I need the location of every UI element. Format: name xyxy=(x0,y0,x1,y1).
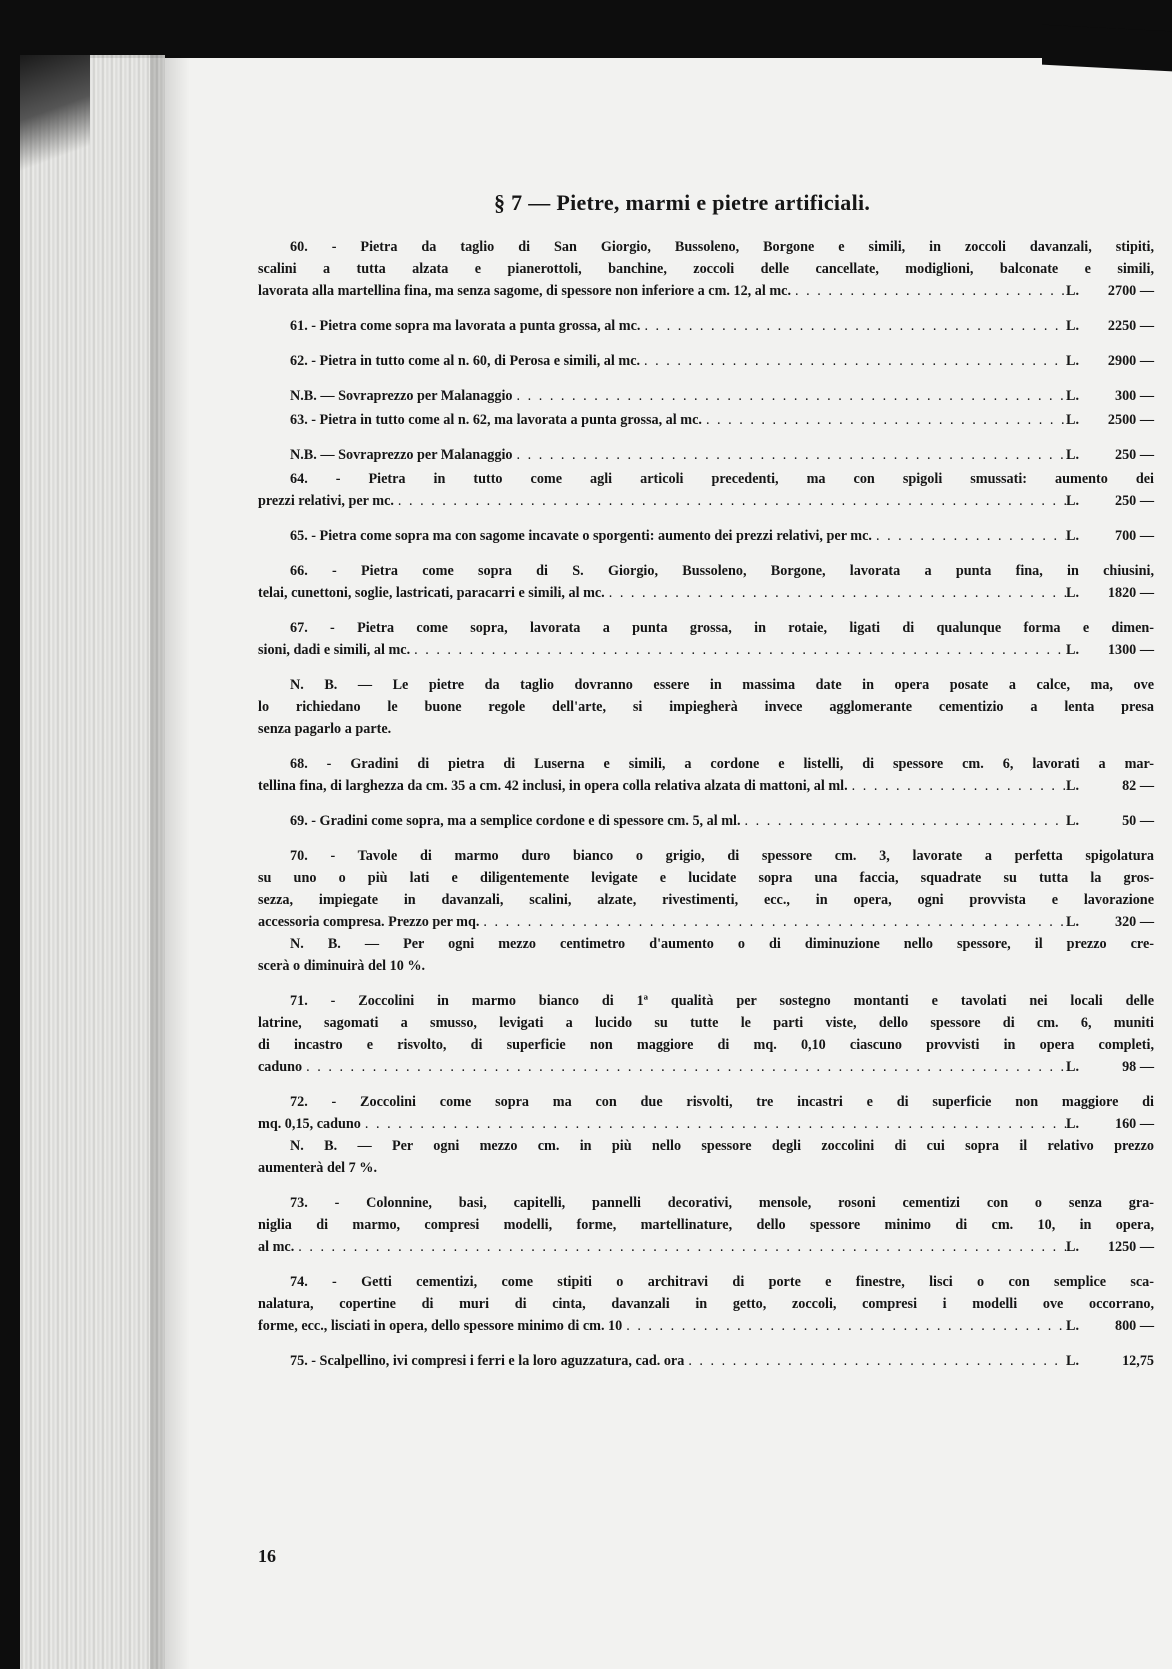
price-list xyxy=(258,236,1154,1385)
currency-label: L. xyxy=(1066,1318,1080,1334)
entry-price xyxy=(1066,639,1154,661)
dot-leader xyxy=(741,810,1066,832)
dot-leader xyxy=(791,280,1066,302)
price-amount: 800 — xyxy=(1114,1318,1154,1334)
section-heading xyxy=(494,190,870,216)
entry-price xyxy=(1066,810,1154,832)
entry-price-line xyxy=(258,1350,1154,1372)
entry-price-line xyxy=(258,1315,1154,1337)
currency-label: L. xyxy=(1066,585,1080,601)
entry-price-line xyxy=(258,490,1154,512)
dot-leader xyxy=(513,444,1066,466)
price-amount: 250 — xyxy=(1114,493,1154,509)
entry-price xyxy=(1066,280,1154,302)
dot-leader xyxy=(702,409,1066,431)
dot-leader xyxy=(640,315,1066,337)
dot-leader xyxy=(622,1315,1066,1337)
entry-price xyxy=(1066,775,1154,797)
entry-text-line: 74. - Getti cementizi, come stipiti o architravi di porte e finestre, lisci o con semplice sca- xyxy=(290,1274,1154,1290)
entry-description: forme, ecc., lisciati in opera, dello spessore minimo di cm. 10 xyxy=(258,1318,623,1334)
price-amount: 320 — xyxy=(1114,914,1154,930)
price-amount: 250 — xyxy=(1114,447,1154,463)
entry-description: prezzi relativi, per mc. xyxy=(258,493,394,509)
entry-price-line xyxy=(258,409,1154,431)
price-entry xyxy=(258,236,1154,302)
entry-text-line: 71. - Zoccolini in marmo bianco di 1ª qualità per sostegno montanti e tavolati nei locali delle xyxy=(290,993,1154,1009)
entry-price xyxy=(1066,582,1154,604)
entry-price xyxy=(1066,1236,1154,1258)
price-amount: 50 — xyxy=(1122,813,1154,829)
entry-price-line xyxy=(258,639,1154,661)
note-text-line: N. B. — Le pietre da taglio dovranno essere in massima date in opera posate a calce, ma, ove xyxy=(290,677,1154,693)
price-entry xyxy=(258,525,1154,547)
entry-price-line xyxy=(258,775,1154,797)
entry-description: 62. - Pietra in tutto come al n. 60, di Perosa e simili, al mc. xyxy=(290,353,641,369)
entry-price xyxy=(1066,385,1154,407)
dot-leader xyxy=(605,582,1066,604)
currency-label: L. xyxy=(1066,642,1080,658)
dot-leader xyxy=(872,525,1066,547)
dot-leader xyxy=(640,350,1066,372)
price-entry xyxy=(258,350,1154,372)
currency-label: L. xyxy=(1066,447,1080,463)
price-amount: 160 — xyxy=(1114,1116,1154,1132)
note-text-line: N. B. — Per ogni mezzo cm. in più nello spessore degli zoccolini di cui sopra il relativo prezzo xyxy=(290,1138,1154,1154)
note-text-line: lo richiedano le buone regole dell'arte, si impiegherà invece agglomerante cementizio a lenta presa xyxy=(258,699,1154,715)
section-number: § 7 xyxy=(494,190,523,215)
price-amount: 2700 — xyxy=(1107,283,1154,299)
price-amount: 2500 — xyxy=(1107,412,1154,428)
currency-label: L. xyxy=(1066,493,1080,509)
price-entry xyxy=(258,810,1154,832)
currency-label: L. xyxy=(1066,412,1080,428)
currency-label: L. xyxy=(1066,318,1080,334)
entry-text-line: 67. - Pietra come sopra, lavorata a punta grossa, in rotaie, ligati di qualunque forma e dimen- xyxy=(290,620,1154,636)
dot-leader xyxy=(848,775,1066,797)
price-entry xyxy=(258,560,1154,604)
price-entry xyxy=(258,617,1154,661)
entry-description: 69. - Gradini come sopra, ma a semplice cordone e di spessore cm. 5, al ml. xyxy=(290,813,741,829)
price-entry xyxy=(258,409,1154,431)
dot-leader xyxy=(302,1056,1066,1078)
price-amount: 98 — xyxy=(1122,1059,1154,1075)
currency-label: L. xyxy=(1066,1059,1080,1075)
price-entry xyxy=(258,1091,1154,1179)
entry-price-line xyxy=(258,444,1154,466)
entry-price xyxy=(1066,1113,1154,1135)
dot-leader xyxy=(410,639,1066,661)
entry-text-line: 72. - Zoccolini come sopra ma con due risvolti, tre incastri e di superficie non maggiore di xyxy=(290,1094,1154,1110)
entry-text-line: 73. - Colonnine, basi, capitelli, pannelli decorativi, mensole, rosoni cementizi con o senza gra- xyxy=(290,1195,1154,1211)
book-page-edges xyxy=(20,55,165,1669)
dot-leader xyxy=(513,385,1066,407)
entry-description: mq. 0,15, caduno xyxy=(258,1116,361,1132)
entry-price xyxy=(1066,1315,1154,1337)
entry-price xyxy=(1066,444,1154,466)
document-page xyxy=(258,0,1158,1669)
entry-text-line: su uno o più lati e diligentemente levigate e lucidate sopra una faccia, squadrate su tutta la gros- xyxy=(258,870,1154,886)
price-entry xyxy=(258,444,1154,466)
currency-label: L. xyxy=(1066,353,1080,369)
price-entry xyxy=(258,468,1154,512)
entry-description: tellina fina, di larghezza da cm. 35 a cm. 42 inclusi, in opera colla relativa alzata di mattoni, al ml. xyxy=(258,778,848,794)
note-text-line: scerà o diminuirà del 10 %. xyxy=(258,958,426,974)
entry-price xyxy=(1066,1350,1154,1372)
price-amount: 700 — xyxy=(1114,528,1154,544)
price-entry xyxy=(258,845,1154,977)
price-entry xyxy=(258,674,1154,740)
currency-label: L. xyxy=(1066,1353,1080,1369)
entry-price-line xyxy=(258,350,1154,372)
currency-label: L. xyxy=(1066,388,1080,404)
section-dash: — xyxy=(528,190,551,215)
entry-description: al mc. xyxy=(258,1239,295,1255)
entry-text-line: scalini a tutta alzata e pianerottoli, banchine, zoccoli delle cancellate, modiglioni, balconate e simili, xyxy=(258,261,1154,277)
entry-text-line: 64. - Pietra in tutto come agli articoli precedenti, ma con spigoli smussati: aumento dei xyxy=(290,471,1154,487)
entry-price-line xyxy=(258,1113,1154,1135)
entry-price xyxy=(1066,409,1154,431)
dot-leader xyxy=(479,911,1066,933)
entry-description: 65. - Pietra come sopra ma con sagome incavate o sporgenti: aumento dei prezzi relativi, per mc. xyxy=(290,528,872,544)
currency-label: L. xyxy=(1066,914,1080,930)
entry-price-line xyxy=(258,1056,1154,1078)
price-entry xyxy=(258,1271,1154,1337)
entry-description: telai, cunettoni, soglie, lastricati, paracarri e simili, al mc. xyxy=(258,585,605,601)
currency-label: L. xyxy=(1066,1116,1080,1132)
section-title: Pietre, marmi e pietre artificiali. xyxy=(556,190,871,215)
entry-text-line: 60. - Pietra da taglio di San Giorgio, Bussoleno, Borgone e simili, in zoccoli davanzali, stipiti, xyxy=(290,239,1154,255)
entry-price-line xyxy=(258,315,1154,337)
entry-text-line: nalatura, copertine di muri di cinta, davanzali in getto, zoccoli, compresi i modelli ove occorrano, xyxy=(258,1296,1154,1312)
currency-label: L. xyxy=(1066,1239,1080,1255)
entry-description: accessoria compresa. Prezzo per mq. xyxy=(258,914,480,930)
price-entry xyxy=(258,385,1154,407)
entry-description: 75. - Scalpellino, ivi compresi i ferri e la loro aguzzatura, cad. ora xyxy=(290,1353,685,1369)
scan-shadow-corner xyxy=(20,55,90,175)
price-amount: 82 — xyxy=(1122,778,1154,794)
price-amount: 2900 — xyxy=(1107,353,1154,369)
entry-price-line xyxy=(258,525,1154,547)
price-amount: 300 — xyxy=(1114,388,1154,404)
entry-text-line: 68. - Gradini di pietra di Luserna e simili, a cordone e listelli, di spessore cm. 6, lavorati a mar- xyxy=(290,756,1154,772)
entry-description: sioni, dadi e simili, al mc. xyxy=(258,642,411,658)
price-entry xyxy=(258,1350,1154,1372)
price-amount: 12,75 xyxy=(1122,1353,1154,1369)
currency-label: L. xyxy=(1066,813,1080,829)
entry-price-line xyxy=(258,385,1154,407)
entry-price xyxy=(1066,350,1154,372)
entry-text-line: latrine, sagomati a smusso, levigati a lucido su tutte le parti viste, dello spessore di cm. 6, muniti xyxy=(258,1015,1154,1031)
entry-description: lavorata alla martellina fina, ma senza sagome, di spessore non inferiore a cm. 12, al mc. xyxy=(258,283,792,299)
price-amount: 1250 — xyxy=(1107,1239,1154,1255)
price-entry xyxy=(258,990,1154,1078)
binding-shadow xyxy=(150,55,190,1669)
page-number: 16 xyxy=(258,1546,276,1566)
entry-price xyxy=(1066,315,1154,337)
note-text-line: N. B. — Per ogni mezzo centimetro d'aumento o di diminuzione nello spessore, il prezzo cre- xyxy=(290,936,1154,952)
entry-price-line xyxy=(258,911,1154,933)
entry-description: N.B. — Sovraprezzo per Malanaggio xyxy=(290,388,513,404)
entry-description: N.B. — Sovraprezzo per Malanaggio xyxy=(290,447,513,463)
note-text-line: senza pagarlo a parte. xyxy=(258,721,392,737)
dot-leader xyxy=(394,490,1066,512)
entry-description: caduno xyxy=(258,1059,303,1075)
entry-description: 61. - Pietra come sopra ma lavorata a punta grossa, al mc. xyxy=(290,318,641,334)
entry-text-line: sezza, impiegate in davanzali, scalini, alzate, rivestimenti, ecc., in opera, ogni provvista e lavorazione xyxy=(258,892,1154,908)
price-entry xyxy=(258,1192,1154,1258)
scan-left-border xyxy=(0,0,20,1669)
entry-description: 63. - Pietra in tutto come al n. 62, ma lavorata a punta grossa, al mc. xyxy=(290,412,702,428)
entry-price xyxy=(1066,525,1154,547)
currency-label: L. xyxy=(1066,283,1080,299)
entry-price-line xyxy=(258,1236,1154,1258)
entry-price-line xyxy=(258,280,1154,302)
entry-text-line: niglia di marmo, compresi modelli, forme, martellinature, dello spessore minimo di cm. 10, in opera, xyxy=(258,1217,1154,1233)
entry-price-line xyxy=(258,810,1154,832)
dot-leader xyxy=(294,1236,1066,1258)
dot-leader xyxy=(684,1350,1066,1372)
currency-label: L. xyxy=(1066,528,1080,544)
entry-text-line: 70. - Tavole di marmo duro bianco o grigio, di spessore cm. 3, lavorate a perfetta spigolatura xyxy=(290,848,1154,864)
entry-text-line: di incastro e risvolto, di superficie non maggiore di mq. 0,10 ciascuno provvisti in opera completi, xyxy=(258,1037,1154,1053)
entry-price xyxy=(1066,1056,1154,1078)
dot-leader xyxy=(361,1113,1066,1135)
entry-text-line: 66. - Pietra come sopra di S. Giorgio, Bussoleno, Borgone, lavorata a punta fina, in chiusini, xyxy=(290,563,1154,579)
entry-price-line xyxy=(258,582,1154,604)
entry-price xyxy=(1066,911,1154,933)
currency-label: L. xyxy=(1066,778,1080,794)
price-entry xyxy=(258,315,1154,337)
price-amount: 1300 — xyxy=(1107,642,1154,658)
note-text-line: aumenterà del 7 %. xyxy=(258,1160,378,1176)
price-amount: 1820 — xyxy=(1107,585,1154,601)
entry-price xyxy=(1066,490,1154,512)
price-amount: 2250 — xyxy=(1107,318,1154,334)
price-entry xyxy=(258,753,1154,797)
